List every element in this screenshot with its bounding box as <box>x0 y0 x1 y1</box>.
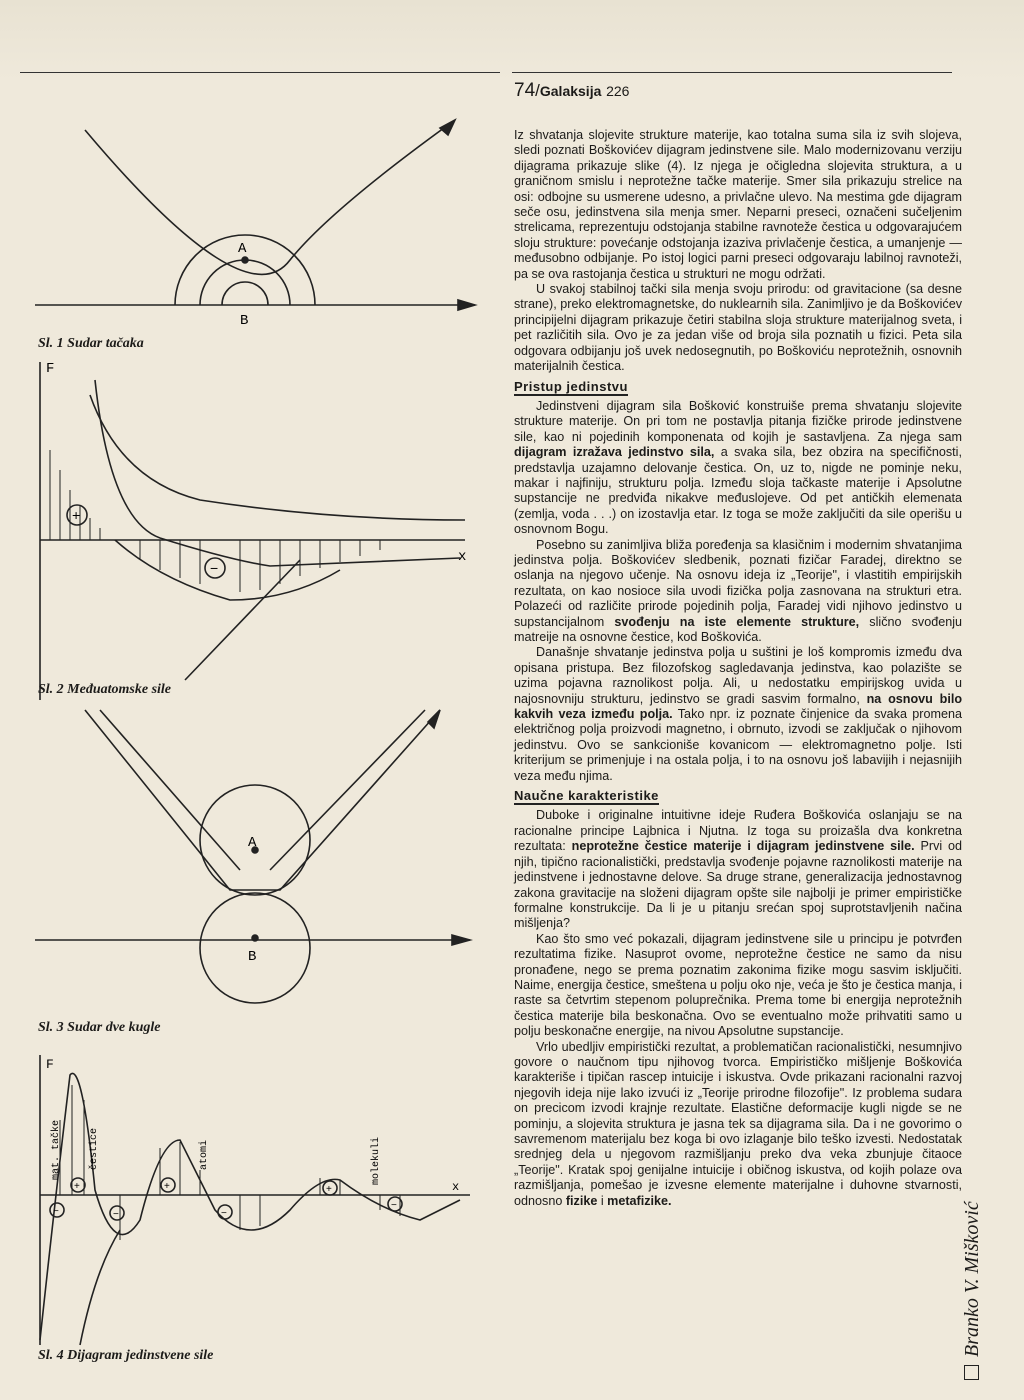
fig2-diagram <box>40 362 465 700</box>
fig3-label-b: B <box>248 949 257 965</box>
fig2-axis-x: x <box>458 549 467 565</box>
fig1-point-a <box>242 257 248 263</box>
page-number: 74 <box>514 80 536 101</box>
author-name: Branko V. Mišković <box>961 1201 983 1357</box>
author-byline <box>952 1170 992 1380</box>
fig4-plus-1: + <box>74 1181 80 1192</box>
fig4-label-points: mat. tačke <box>51 1119 62 1180</box>
fig4-caption: Sl. 4 Dijagram jedinstvene sile <box>38 1348 214 1363</box>
fig4-minus-1: − <box>53 1206 59 1217</box>
fig1-label-a: A <box>238 241 247 257</box>
fig4-label-particles: čestice <box>89 1127 100 1170</box>
fig2-repulsion-curve <box>115 540 340 600</box>
fig4-diagram <box>40 1055 470 1345</box>
fig4-tail-curve <box>80 1230 120 1345</box>
fig3-trajectory-inner-left <box>100 710 240 870</box>
end-mark-icon <box>964 1365 979 1380</box>
figures-column <box>0 100 500 1380</box>
section-heading-1: Pristup jedinstvu <box>514 379 628 396</box>
header-rule-left <box>20 72 500 73</box>
article-paragraph-8: Vrlo ubedljiv empiristički rezultat, a problematičan racionalistički, nesumnjivo govore o naučnom tipu njihovog tvorca. Empirističko mišljenje Boškovića karakteriše i tipičan rascep intuicije i iskustva. Ovde prikazani racionalni razvoj njegovih ideja nije lako izvući iz „Teorije prirodne filozofije". Iz problema sudara on precicom izvodi krajnje rezultate. Elastične deformacije kugli nigde se ne pominju, a slojevita struktura je jasna tek sa dijagrama sila. Da i ne govorimo o savremenom materijalu bez koga bi ovo izlaganje bilo teško izvesti. Nedostatak srednjeg dela u njegovom razmišljanju preko dva veka zbunjuje čitaoce „Teorije". Kratak spoj genijalne intuicije i običnog iskustva, od kojih polaze ova razmišljanja, pomešao je izvesne elemente materijalne i duhovne stvarnosti, odnosno fizike i metafizike. <box>514 1039 962 1208</box>
fig3-trajectory <box>85 710 440 890</box>
fig2-force-curve <box>95 380 460 566</box>
fig4-force-curve <box>40 1073 460 1340</box>
fig1-arc-inner <box>222 282 268 305</box>
fig1-caption: Sl. 1 Sudar tačaka <box>38 336 144 351</box>
fig2-axis-f: F <box>46 361 55 377</box>
article-paragraph-6: Duboke i originalne intuitivne ideje Ruđera Boškovića oslanjaju se na racionalne principe Lajbnica i Njutna. Iz toga su proizašla dva konkretna rezultata: neprotežne čestice materije i dijagram jedinstvene sile. Prvi od njih, tipično racionalistički, predstavlja svođenje pojavne raznolikosti materije na jedinstvene i jednostavne delove. Sa druge strane, generalizacija jednostavnog zakona gravitacije na složeni dijagram opšte sile najbolji je primer empirističke formalne konstrukcije. Da li je u pitanju srećan spoj suprotstavljenih načina mišljenja? <box>514 808 963 931</box>
article-paragraph-7: Kao što smo već pokazali, dijagram jedinstvene sile u principu je potvrđen rezultatima fizike. Nasuprot ovome, neprotežne čestice ne samo da nisu pronađene, nego se prema poznatim zakonima fizike mogu sasvim isključiti. Naime, energija čestice, smeštena u polju oko nje, veća je što je čestica manja, i raste sa četvrtim stepenom poluprečnika. Prema tome bi energija neprotežnih čestica materije bila beskonačna. Ovo se eventualno može prihvatiti samo u polju beskonačne energije, na nivou Apsolutne supstancije. <box>514 931 963 1039</box>
article-paragraph-1: Iz shvatanja slojevite strukture materije, kao totalna suma sila iz svih slojeva, sledi poznati Boškovićev dijagram jedinstvene sile. Malo modernizovanu verziju dijagrama prikazuje slike (4). Iz njega je očigledna slojevita struktura, a u graničnom smislu i neprotežne tačke materije. Smer sila prikazuju strelice na osi: odbojne su usmerene udesno, a privlačne ulevo. Na mestima gde dijagram seče osu, jedinstvena sila menja smer. Neparni preseci, označeni sučeljenim strelicama, reprezentuju odstojanja stabilne ravnoteže čestica u odgovarajućem sloju strukture: povećanje odstojanja izaziva privlačenje čestica, a umanjenje — međusobno odbijanje. Po istoj logici parni preseci odgovaraju labilnoj ravnoteži, pa se ova rastojanja čestica u strukturi ne mogu održati. <box>514 128 962 281</box>
fig3-caption: Sl. 3 Sudar dve kugle <box>38 1020 161 1035</box>
fig1-trajectory <box>85 120 455 274</box>
fig2-minus: − <box>210 560 219 576</box>
magazine-name: Galaksija <box>539 83 602 99</box>
fig4-label-atoms: atomi <box>199 1139 210 1170</box>
article-paragraph-2: U svakoj stabilnoj tački sila menja svoju prirodu: od gravitacione (sa desne strane), preko elektromagnetske, do nuklearnih sila. Zanimljivo je da Boškovićev principijelni dijagram prikazuje četiri stabilna sloja strukture materijalnog sveta, i pet različitih sila. Ovo je za jedan više od broja sila poznatih u fizici. Peta sila odgovara odbijanju još uvek nedosegnutih, po Boškoviću neprotežnih, osnovnih materijalnih čestica. <box>514 282 962 374</box>
fig1-label-b: B <box>240 313 249 329</box>
fig4-minus-2: − <box>113 1209 119 1220</box>
section-heading-2: Naučne karakteristike <box>514 788 659 805</box>
fig4-axis-x: x <box>452 1180 460 1194</box>
fig2-attraction-curve <box>90 395 465 520</box>
fig3-trajectory-inner-right <box>270 710 425 870</box>
article-paragraph-3: Jedinstveni dijagram sila Bošković konstruiše prema shvatanju slojevite strukture materije. On pri tom ne postavlja pitanja fizičke prirode jedinstvene sile, kao ni pojedinih komponenata od kojih je sastavljena. Za njega sam dijagram izražava jedinstvo sila, a svaka sila, bez obzira na specifičnosti, predstavlja uzajamno delovanje čestica. On, uz to, nigde ne pominje neku, makar i najfiniju, strukturu polja. Između sloja tačkaste materije i Apsolutne supstancije ne predviđa nikakve međuslojeve. Od pet antičkih elemenata (zemlja, voda . . .) on izostavlja etar. Iz toga se može zaključiti da sile operišu u osnovnom Bogu. <box>514 398 962 537</box>
fig1-arrowhead <box>458 300 475 310</box>
fig2-plus: + <box>72 507 81 523</box>
fig3-circle-b <box>200 893 310 1003</box>
header-rule-right <box>512 72 952 73</box>
article-paragraph-5: Današnje shvatanje jedinstva polja u suštini je loš kompromis između dva opisana pristupa. Bez filozofskog sagledavanja jedinstva, kao polazište se uzima pojavna raznolikost polja. Ali, u nedostatku empirijskog uvida u najosnovniju strukturu, jedinstvo se gradi sasvim formalno, na osnovu bilo kakvih veza između polja. Tako npr. iz poznate činjenice da svaka promena električnog polja proizvodi magnetno, i obrnuto, izvodi se zaključak o njihovom jedinstvu. Ovo se sankcioniše kovanicom — elektromagnetno polje. Isti kriterijum se primenjuje i na ostala polja, i to na osnovu još labavijih i nejasnijih veza među njima. <box>514 645 963 783</box>
fig2-caption: Sl. 2 Međuatomske sile <box>38 682 172 697</box>
fig3-label-a: A <box>248 835 257 851</box>
fig4-plus-3: + <box>326 1184 332 1195</box>
article-paragraph-4: Posebno su zanimljiva bliža poređenja sa klasičnim i modernim shvatanjima jedinstva polja. Boškovićev sledbenik, poznati fizičar Faradej, direktno se oslanja na njegovo učenje. Na osnovu ideja iz „Teorije", i vlastitih empirijskih rezultata, on kao nosioce sila uvodi fizička polja zasnovana na strukturi etra. Polazeći od različite prirode pojedinih polja, Faradej vidi njihovo jedinstvo u supstancijalnom svođenju na iste elemente strukture, slično svođenju matreije na osnovne čestice, kod Boškovića. <box>514 537 963 644</box>
figures-drawing <box>0 100 500 1380</box>
fig4-minus-3: − <box>221 1208 227 1219</box>
fig4-minus-4: − <box>391 1200 397 1211</box>
fig1-diagram <box>35 120 475 310</box>
fig4-plus-2: + <box>164 1181 170 1192</box>
page-header: 74/Galaksija 226 <box>514 80 630 101</box>
fig4-axis-f: F <box>46 1057 54 1072</box>
article-column <box>514 128 962 1209</box>
fig2-tangent <box>185 560 300 680</box>
fig4-label-molecules: molekuli <box>371 1136 382 1185</box>
top-bleed-background <box>0 0 1024 80</box>
issue-number: 226 <box>606 83 630 99</box>
